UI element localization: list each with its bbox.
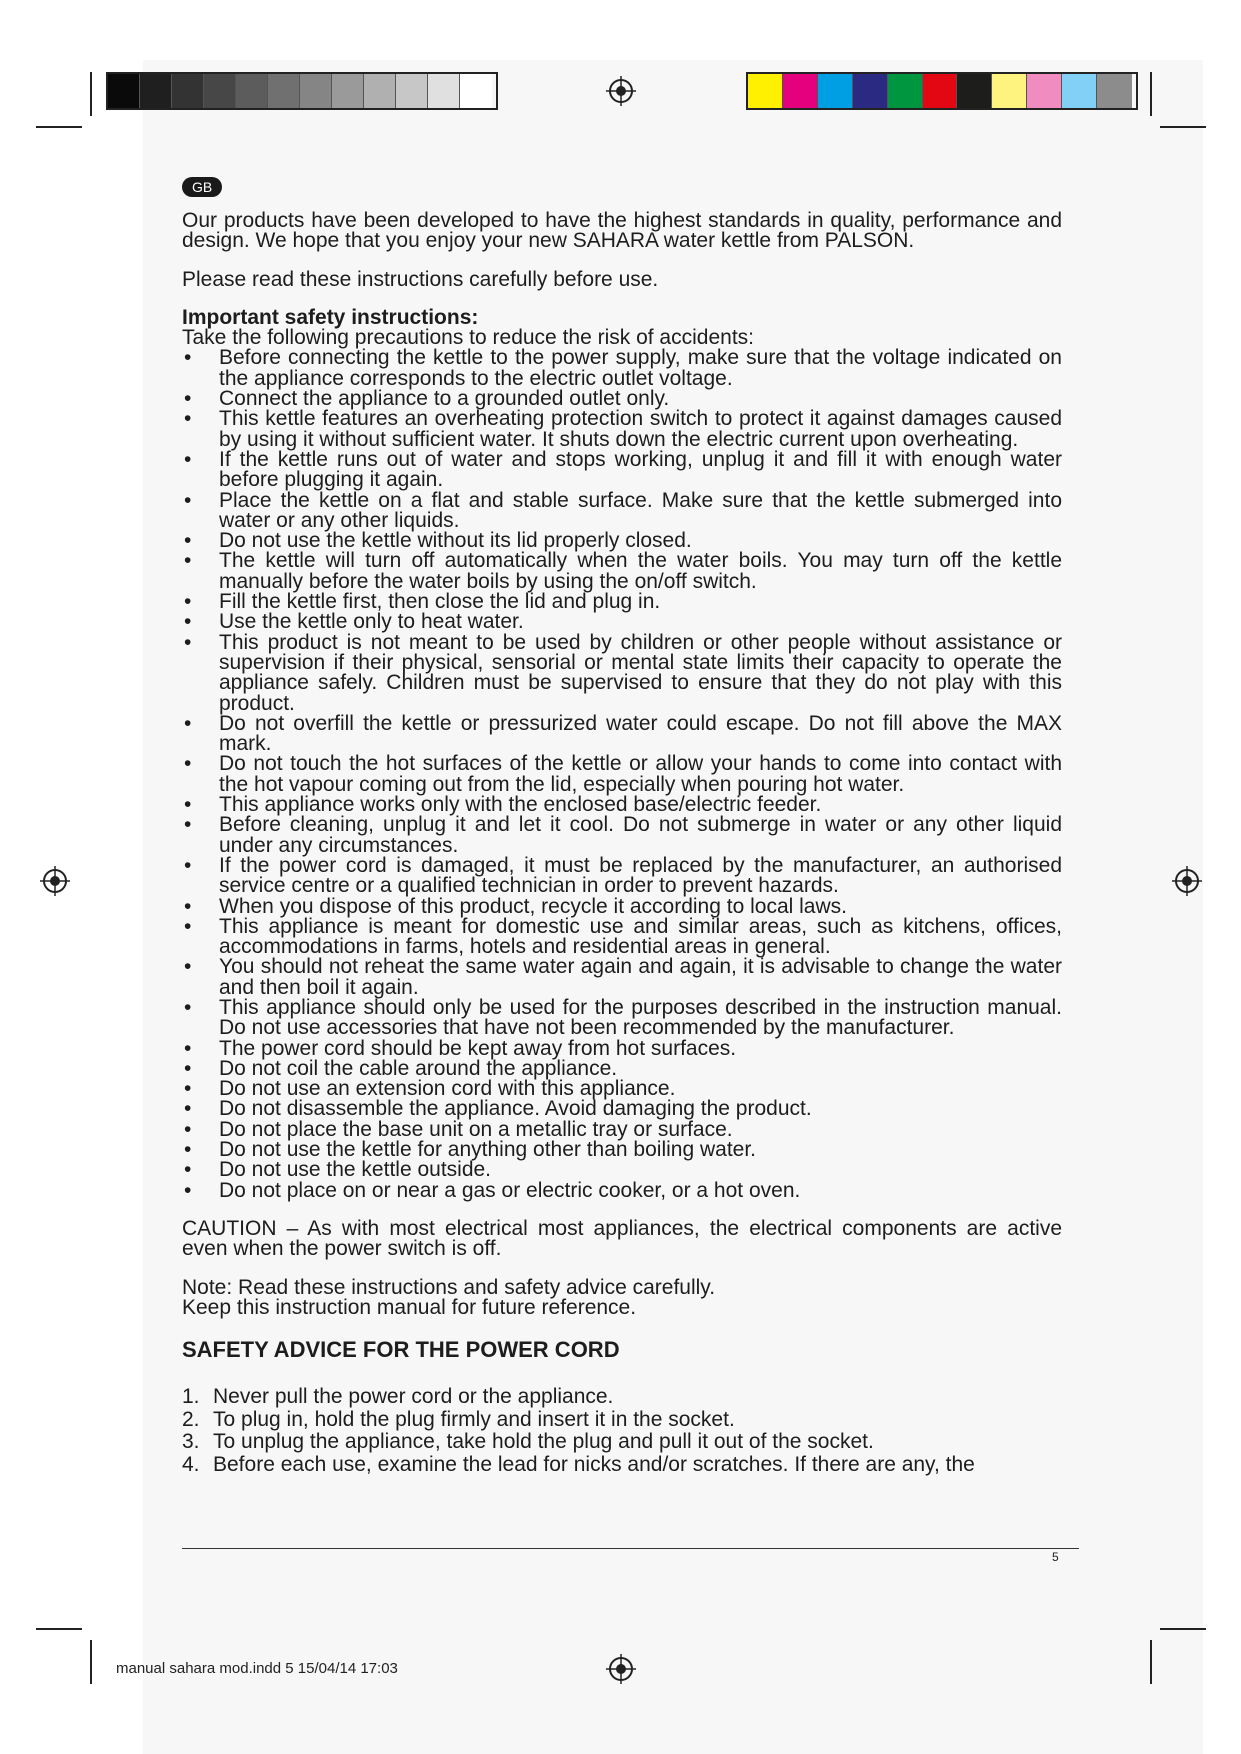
cord-advice-number: 1. <box>182 1385 200 1409</box>
safety-item-text: Do not coil the cable around the appliance. <box>219 1056 618 1080</box>
safety-item-text: Do not use the kettle without its lid properly closed. <box>219 529 692 553</box>
color-swatch <box>364 74 396 108</box>
color-swatch <box>204 74 236 108</box>
color-swatch <box>396 74 428 108</box>
note-line: Note: Read these instructions and safety advice carefully. <box>182 1275 716 1299</box>
language-badge: GB <box>182 177 222 197</box>
safety-item-text: This product is not meant to be used by children or other people without assistance or supervision if their physical, sensorial or mental state limits their capacity to operate the appliance safely. Children must be supervised to ensure that they do not play with this product. <box>219 630 1062 715</box>
safety-item-text: Do not disassemble the appliance. Avoid damaging the product. <box>219 1097 812 1121</box>
cord-advice-text: To plug in, hold the plug firmly and insert it in the socket. <box>213 1407 735 1431</box>
safety-item-text: When you dispose of this product, recycle it according to local laws. <box>219 894 847 918</box>
registration-mark-icon <box>40 866 70 896</box>
cord-advice-item <box>182 1431 1062 1454</box>
registration-mark-icon <box>606 76 636 106</box>
color-swatch <box>957 74 992 108</box>
safety-list-item <box>182 531 1062 551</box>
safety-list-item <box>182 612 1062 632</box>
safety-item-text: Do not overfill the kettle or pressurized water could escape. Do not fill above the MAX mark. <box>219 711 1062 756</box>
cord-advice-heading: SAFETY ADVICE FOR THE POWER CORD <box>182 1337 620 1363</box>
color-swatch <box>748 74 783 108</box>
bottom-rule <box>182 1548 1079 1549</box>
safety-list-item <box>182 1056 1062 1080</box>
safety-item-text: Do not place on or near a gas or electric cooker, or a hot oven. <box>219 1178 801 1202</box>
cord-advice-number: 4. <box>182 1452 200 1476</box>
caution-paragraph: CAUTION – As with most electrical most appliances, the electrical components are active even when the power switch is off. <box>182 1216 1062 1261</box>
color-swatch <box>992 74 1027 108</box>
color-swatch <box>818 74 853 108</box>
cord-advice-list <box>182 1386 1062 1476</box>
color-swatch <box>783 74 818 108</box>
safety-item-text: This kettle features an overheating protection switch to protect it against damages caused by using it without sufficient water. It shuts down the electric current upon overheating. <box>219 407 1062 451</box>
safety-list-item <box>182 592 1062 612</box>
footer-file-info: manual sahara mod.indd 5 15/04/14 17:03 <box>116 1660 398 1677</box>
safety-list-item <box>182 1160 1062 1180</box>
color-swatch <box>888 74 923 108</box>
safety-item-text: Do not use an extension cord with this appliance. <box>219 1077 676 1101</box>
safety-list-item <box>182 957 1062 998</box>
crop-mark <box>90 72 92 116</box>
safety-item-text: This appliance works only with the enclosed base/electric feeder. <box>219 793 822 817</box>
safety-item-text: Do not place the base unit on a metallic tray or surface. <box>219 1117 733 1141</box>
crop-mark <box>1160 126 1206 128</box>
safety-item-text: If the power cord is damaged, it must be replaced by the manufacturer, an authorised service centre or a qualified technician in order to prevent hazards. <box>219 853 1062 898</box>
color-swatch <box>1027 74 1062 108</box>
color-swatch <box>108 74 140 108</box>
safety-list-item <box>182 348 1062 389</box>
safety-list-item <box>182 447 1062 492</box>
color-swatch <box>332 74 364 108</box>
registration-mark-icon <box>1172 866 1202 896</box>
safety-list-item <box>182 853 1062 898</box>
crop-mark <box>90 1640 92 1684</box>
color-swatch <box>172 74 204 108</box>
crop-mark <box>1150 72 1152 116</box>
crop-mark <box>1150 1640 1152 1684</box>
safety-list-item <box>182 389 1062 409</box>
safety-item-text: Place the kettle on a flat and stable surface. Make sure that the kettle submerged into water or any other liquids. <box>219 488 1062 532</box>
registration-mark-icon <box>606 1654 636 1684</box>
color-swatch <box>300 74 332 108</box>
safety-list-item <box>182 488 1062 532</box>
grayscale-swatch-bar <box>106 72 498 110</box>
safety-list-item <box>182 711 1062 756</box>
safety-list-item <box>182 1099 1062 1119</box>
safety-item-text: Do not touch the hot surfaces of the kettle or allow your hands to come into contact with the hot vapour coming out from the lid, especially when pouring hot water. <box>219 752 1062 796</box>
safety-item-text: Fill the kettle first, then close the lid and plug in. <box>219 590 661 614</box>
safety-list-item <box>182 630 1062 715</box>
safety-item-text: Before cleaning, unplug it and let it cool. Do not submerge in water or any other liquid under any circumstances. <box>219 813 1062 857</box>
safety-list-item <box>182 1140 1062 1160</box>
safety-item-text: Connect the appliance to a grounded outlet only. <box>219 387 670 411</box>
safety-list-item <box>182 1036 1062 1060</box>
safety-list-item <box>182 1117 1062 1141</box>
crop-mark <box>36 1628 82 1630</box>
safety-item-text: Use the kettle only to heat water. <box>219 610 524 634</box>
safety-list-item <box>182 1178 1062 1202</box>
cord-advice-item <box>182 1454 1062 1477</box>
safety-item-text: Before connecting the kettle to the power supply, make sure that the voltage indicated on the appliance corresponds to the electric outlet voltage. <box>219 346 1062 390</box>
safety-item-text: Do not use the kettle for anything other than boiling water. <box>219 1138 757 1162</box>
color-swatch <box>140 74 172 108</box>
safety-list-item <box>182 795 1062 815</box>
color-swatch <box>1097 74 1132 108</box>
safety-list <box>182 348 1062 1200</box>
cord-advice-number: 3. <box>182 1430 200 1454</box>
crop-mark <box>36 126 82 128</box>
safety-item-text: You should not reheat the same water again and again, it is advisable to change the water and then boil it again. <box>219 955 1062 999</box>
intro-paragraph: Our products have been developed to have the highest standards in quality, performance and design. We hope that you enjoy your new SAHARA water kettle from PALSON. <box>182 209 1062 253</box>
cord-advice-text: Before each use, examine the lead for nicks and/or scratches. If there are any, the <box>213 1452 975 1476</box>
safety-list-item <box>182 409 1062 450</box>
safety-item-text: This appliance is meant for domestic use and similar areas, such as kitchens, offices, accommodations in farms, hotels and residential areas in general. <box>219 914 1062 959</box>
cord-advice-text: To unplug the appliance, take hold the plug and pull it out of the socket. <box>213 1430 874 1454</box>
cord-advice-item <box>182 1409 1062 1432</box>
safety-list-item <box>182 551 1062 592</box>
safety-list-item <box>182 1079 1062 1099</box>
page-number: 5 <box>1052 1550 1059 1564</box>
safety-heading: Important safety instructions: <box>182 305 479 329</box>
cord-advice-item <box>182 1386 1062 1409</box>
color-swatch <box>923 74 958 108</box>
color-swatch <box>236 74 268 108</box>
color-swatch <box>853 74 888 108</box>
safety-list-item <box>182 995 1062 1040</box>
color-swatch <box>1062 74 1097 108</box>
cord-advice-text: Never pull the power cord or the appliance. <box>213 1385 614 1409</box>
safety-list-item <box>182 914 1062 959</box>
safety-item-text: This appliance should only be used for the purposes described in the instruction manual. Do not use accessories that have not been recommended by the manufacturer. <box>219 995 1062 1040</box>
color-swatch <box>460 74 492 108</box>
safety-list-item <box>182 894 1062 918</box>
safety-list-item <box>182 754 1062 795</box>
color-swatch <box>268 74 300 108</box>
safety-list-item <box>182 815 1062 856</box>
safety-item-text: If the kettle runs out of water and stops working, unplug it and fill it with enough water before plugging it again. <box>219 447 1062 492</box>
read-notice: Please read these instructions carefully before use. <box>182 267 659 291</box>
safety-item-text: The kettle will turn off automatically when the water boils. You may turn off the kettle manually before the water boils by using the on/off switch. <box>219 549 1062 593</box>
color-swatch <box>428 74 460 108</box>
manual-page-content <box>182 176 1062 1476</box>
note-line: Keep this instruction manual for future reference. <box>182 1295 637 1319</box>
safety-item-text: The power cord should be kept away from hot surfaces. <box>219 1036 737 1060</box>
safety-lead: Take the following precautions to reduce the risk of accidents: <box>182 326 754 350</box>
cord-advice-number: 2. <box>182 1407 200 1431</box>
crop-mark <box>1160 1628 1206 1630</box>
safety-item-text: Do not use the kettle outside. <box>219 1158 492 1182</box>
color-swatch-bar <box>746 72 1138 110</box>
